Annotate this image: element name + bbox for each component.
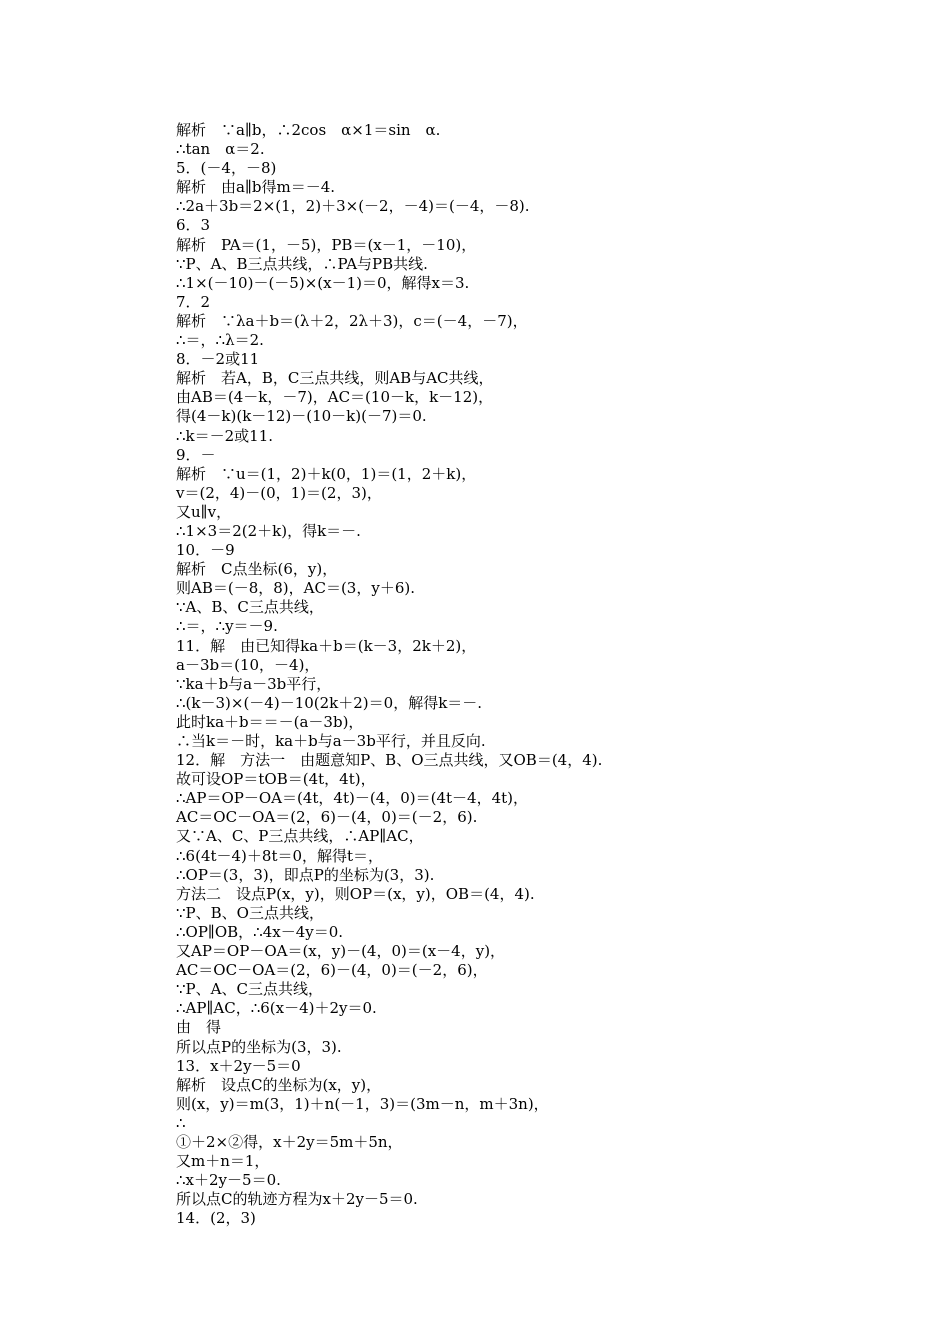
- text-line: 8．－2或11: [176, 350, 260, 369]
- text-line: ∴k＝－2或11.: [176, 426, 274, 445]
- text-line: ∴AP＝OP－OA＝(4t，4t)－(4，0)＝(4t－4，4t)，: [176, 789, 529, 808]
- text-line: 6．3: [176, 216, 211, 235]
- text-line: 7．2: [176, 292, 211, 311]
- text-line: 又∵A、C、P三点共线，∴AP∥AC，: [176, 827, 424, 846]
- text-line: 11．解 由已知得ka＋b＝(k－3，2k＋2)，: [176, 636, 477, 655]
- text-line: a－3b＝(10，－4)，: [176, 655, 320, 674]
- text-line: v＝(2，4)－(0，1)＝(2，3)，: [176, 483, 382, 502]
- text-line: ①＋2×②得，x＋2y＝5m＋5n，: [176, 1132, 403, 1151]
- text-line: 由AB＝(4－k，－7)，AC＝(10－k，k－12)，: [176, 388, 494, 407]
- text-line: ∴1×(－10)－(－5)×(x－1)＝0，解得x＝3.: [176, 273, 470, 292]
- text-line: ∵A、B、C三点共线，: [176, 598, 324, 617]
- text-line: ∴当k＝－时，ka＋b与a－3b平行，并且反向.: [176, 732, 486, 750]
- text-line: 10．－9: [176, 541, 235, 560]
- text-line: ∴AP∥AC，∴6(x－4)＋2y＝0.: [176, 999, 377, 1018]
- text-line: ∵ka＋b与a－3b平行，: [176, 674, 332, 693]
- solution-text: [176, 121, 876, 1228]
- text-line: 9．－: [176, 445, 216, 464]
- text-line: 则(x，y)＝m(3，1)＋n(－1，3)＝(3m－n，m＋3n)，: [176, 1094, 549, 1113]
- text-line: 解析 设点C的坐标为(x，y)，: [176, 1075, 382, 1094]
- text-line: ∴＝，∴λ＝2.: [176, 331, 264, 350]
- text-line: ∴6(4t－4)＋8t＝0，解得t＝，: [176, 846, 384, 865]
- text-line: 解析 ∵a∥b，∴2cos α×1＝sin α.: [176, 121, 441, 139]
- text-line: 5．(－4，－8): [176, 159, 277, 178]
- text-line: 解析 ∵u＝(1，2)＋k(0，1)＝(1，2＋k)，: [176, 464, 477, 483]
- text-line: 12．解 方法一 由题意知P、B、O三点共线，又OB＝(4，4).: [176, 751, 603, 770]
- text-line: 则AB＝(－8，8)，AC＝(3，y＋6).: [176, 579, 415, 598]
- text-line: ∵P、A、C三点共线，: [176, 980, 323, 999]
- text-line: ∴x＋2y－5＝0.: [176, 1171, 281, 1190]
- text-line: ∴＝，∴y＝－9.: [176, 617, 278, 636]
- text-line: AC＝OC－OA＝(2，6)－(4，0)＝(－2，6).: [176, 808, 478, 827]
- text-line: 方法二 设点P(x，y)，则OP＝(x，y)，OB＝(4，4).: [176, 884, 535, 903]
- text-line: 13．x＋2y－5＝0: [176, 1056, 301, 1075]
- text-line: 得(4－k)(k－12)－(10－k)(－7)＝0.: [176, 407, 427, 426]
- text-line: 故可设OP＝tOB＝(4t，4t)，: [176, 770, 376, 789]
- text-line: ∴2a＋3b＝2×(1，2)＋3×(－2，－4)＝(－4，－8).: [176, 197, 530, 216]
- text-line: ∵P、A、B三点共线，∴PA与PB共线.: [176, 254, 428, 273]
- text-line: ∵P、B、O三点共线，: [176, 903, 324, 922]
- text-line: 所以点P的坐标为(3，3).: [176, 1037, 342, 1056]
- text-line: ∴OP＝(3，3)，即点P的坐标为(3，3).: [176, 865, 435, 884]
- text-line: 此时ka＋b＝＝－(a－3b)，: [176, 712, 364, 731]
- text-line: ∴1×3＝2(2＋k)，得k＝－.: [176, 521, 361, 540]
- text-line: 解析 PA＝(1，－5)，PB＝(x－1，－10)，: [176, 235, 477, 254]
- text-line: ∴(k－3)×(－4)－10(2k＋2)＝0，解得k＝－.: [176, 693, 483, 712]
- text-line: 解析 由a∥b得m＝－4.: [176, 178, 336, 197]
- text-line: 解析 ∵λa＋b＝(λ＋2，2λ＋3)，c＝(－4，－7)，: [176, 311, 528, 330]
- text-line: 14．(2，3): [176, 1209, 256, 1228]
- text-line: ∴OP∥OB，∴4x－4y＝0.: [176, 922, 344, 941]
- text-line: 又u∥v，: [176, 502, 232, 521]
- text-line: ∴: [176, 1113, 186, 1132]
- text-line: 解析 C点坐标(6，y)，: [176, 560, 338, 579]
- text-line: ∴tan α＝2.: [176, 140, 265, 159]
- text-line: 又m＋n＝1，: [176, 1152, 270, 1171]
- text-line: 解析 若A，B，C三点共线，则AB与AC共线，: [176, 369, 494, 388]
- text-line: AC＝OC－OA＝(2，6)－(4，0)＝(－2，6)，: [176, 961, 488, 980]
- text-line: 又AP＝OP－OA＝(x，y)－(4，0)＝(x－4，y)，: [176, 942, 506, 961]
- text-line: 由 得: [176, 1018, 222, 1037]
- text-line: 所以点C的轨迹方程为x＋2y－5＝0.: [176, 1190, 418, 1209]
